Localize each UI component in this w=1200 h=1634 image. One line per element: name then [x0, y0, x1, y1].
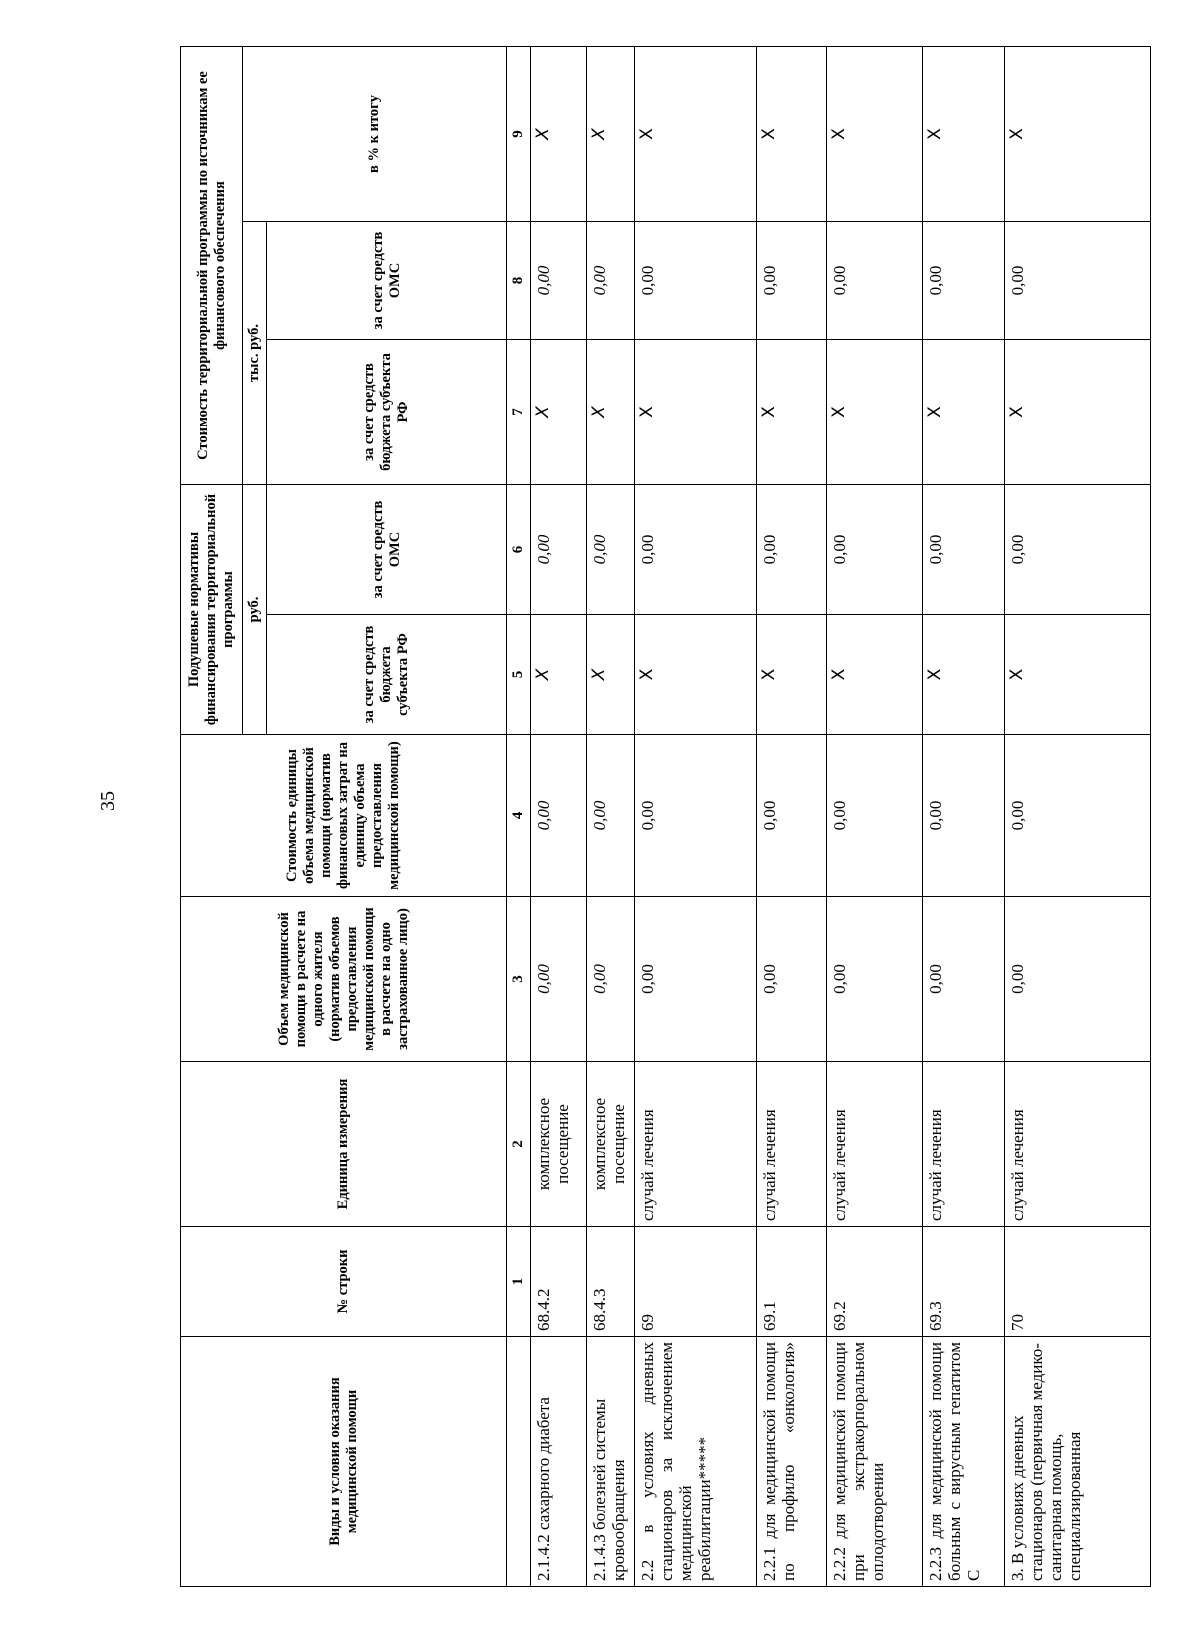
- row-unit: случай лечения: [923, 1062, 1005, 1227]
- column-number: 5: [507, 615, 531, 735]
- row-norm-budget: X: [827, 615, 923, 735]
- header-group-per-capita-norm: Подушевые нормативы финансирования территориальной программы: [181, 485, 243, 735]
- row-line-number: 69.1: [757, 1227, 827, 1337]
- row-line-number: 70: [1005, 1227, 1151, 1337]
- header-norm-oms: за счет средств ОМС: [267, 485, 507, 615]
- header-col-volume: Объем медицинской помощи в расчете на одного жителя (норматив объемов предоставления медицинской помощи в расчете на одно застрахованное лицо): [181, 897, 507, 1062]
- row-norm-budget: X: [587, 615, 635, 735]
- row-norm-oms: 0,00: [1005, 485, 1151, 615]
- row-line-number: 68.4.3: [587, 1227, 635, 1337]
- header-percent: в % к итогу: [243, 46, 507, 221]
- row-percent: X: [1005, 46, 1151, 221]
- row-cost-oms: 0,00: [587, 222, 635, 340]
- row-cost-oms: 0,00: [1005, 222, 1151, 340]
- row-unit-cost: 0,00: [827, 735, 923, 897]
- table-row: [587, 46, 635, 1586]
- row-percent: X: [531, 46, 587, 221]
- header-norm-budget: за счет средств бюджета субъекта РФ: [267, 615, 507, 735]
- row-norm-budget: X: [757, 615, 827, 735]
- row-unit-cost: 0,00: [587, 735, 635, 897]
- rotated-table-container: [180, 47, 1150, 1587]
- header-cost-unit: тыс. руб.: [243, 222, 267, 485]
- row-norm-budget: X: [635, 615, 757, 735]
- table-row: [757, 46, 827, 1586]
- row-percent: X: [923, 46, 1005, 221]
- row-norm-oms: 0,00: [635, 485, 757, 615]
- row-cost-budget: X: [1005, 340, 1151, 485]
- row-percent: X: [827, 46, 923, 221]
- row-cost-oms: 0,00: [923, 222, 1005, 340]
- header-cost-budget: за счет средств бюджета субъекта РФ: [267, 340, 507, 485]
- row-unit-cost: 0,00: [635, 735, 757, 897]
- row-cost-budget: X: [923, 340, 1005, 485]
- table-row: [531, 46, 587, 1586]
- row-unit: случай лечения: [827, 1062, 923, 1227]
- row-volume: 0,00: [923, 897, 1005, 1062]
- header-norm-unit: руб.: [243, 485, 267, 735]
- row-percent: X: [757, 46, 827, 221]
- column-number-row: [507, 46, 531, 1586]
- header-col-kinds: Виды и условия оказания медицинской помощи: [181, 1337, 507, 1587]
- row-name: 2.2 в условиях дневных стационаров за исключением медицинской реабилитации*****: [635, 1337, 757, 1587]
- row-name: 2.1.4.3 болезней системы кровообращения: [587, 1337, 635, 1587]
- row-volume: 0,00: [827, 897, 923, 1062]
- column-number: 4: [507, 735, 531, 897]
- row-norm-budget: X: [1005, 615, 1151, 735]
- row-name: 2.2.1 для медицинской помощи по профилю «онкология»: [757, 1337, 827, 1587]
- column-number-empty: [507, 1337, 531, 1587]
- table-row: [635, 46, 757, 1586]
- row-volume: 0,00: [1005, 897, 1151, 1062]
- row-volume: 0,00: [531, 897, 587, 1062]
- row-cost-oms: 0,00: [531, 222, 587, 340]
- row-cost-budget: X: [635, 340, 757, 485]
- row-name: 2.2.2 для медицинской помощи при экстракорпоральном оплодотворении: [827, 1337, 923, 1587]
- row-unit-cost: 0,00: [1005, 735, 1151, 897]
- row-volume: 0,00: [757, 897, 827, 1062]
- financing-table: [180, 46, 1151, 1587]
- row-cost-budget: X: [827, 340, 923, 485]
- row-line-number: 69: [635, 1227, 757, 1337]
- row-cost-budget: X: [757, 340, 827, 485]
- header-col-line-number: № строки: [181, 1227, 507, 1337]
- page-number: 35: [97, 791, 119, 811]
- row-cost-budget: X: [531, 340, 587, 485]
- row-unit: случай лечения: [1005, 1062, 1151, 1227]
- row-line-number: 68.4.2: [531, 1227, 587, 1337]
- column-number: 7: [507, 340, 531, 485]
- column-number: 2: [507, 1062, 531, 1227]
- column-number: 3: [507, 897, 531, 1062]
- table-row: [827, 46, 923, 1586]
- row-unit-cost: 0,00: [531, 735, 587, 897]
- row-name: 3. В условиях дневных стационаров (первичная медико-санитарная помощь, специализированная: [1005, 1337, 1151, 1587]
- row-name: 2.1.4.2 сахарного диабета: [531, 1337, 587, 1587]
- row-percent: X: [587, 46, 635, 221]
- row-norm-oms: 0,00: [757, 485, 827, 615]
- row-cost-oms: 0,00: [757, 222, 827, 340]
- row-line-number: 69.3: [923, 1227, 1005, 1337]
- row-norm-oms: 0,00: [827, 485, 923, 615]
- column-number: 1: [507, 1227, 531, 1337]
- table-row: [923, 46, 1005, 1586]
- row-line-number: 69.2: [827, 1227, 923, 1337]
- row-volume: 0,00: [587, 897, 635, 1062]
- row-norm-oms: 0,00: [923, 485, 1005, 615]
- row-cost-oms: 0,00: [827, 222, 923, 340]
- row-unit-cost: 0,00: [923, 735, 1005, 897]
- header-col-unit-cost: Стоимость единицы объема медицинской помощи (норматив финансовых затрат на единицу объема предоставления медицинской помощи): [181, 735, 507, 897]
- row-unit-cost: 0,00: [757, 735, 827, 897]
- row-unit: комплексное посещение: [587, 1062, 635, 1227]
- row-norm-budget: X: [531, 615, 587, 735]
- column-number: 6: [507, 485, 531, 615]
- row-norm-budget: X: [923, 615, 1005, 735]
- row-cost-budget: X: [587, 340, 635, 485]
- row-unit: комплексное посещение: [531, 1062, 587, 1227]
- row-norm-oms: 0,00: [531, 485, 587, 615]
- row-unit: случай лечения: [635, 1062, 757, 1227]
- row-percent: X: [635, 46, 757, 221]
- header-cost-oms: за счет средств ОМС: [267, 222, 507, 340]
- header-col-unit: Единица измерения: [181, 1062, 507, 1227]
- column-number: 8: [507, 222, 531, 340]
- row-unit: случай лечения: [757, 1062, 827, 1227]
- column-number: 9: [507, 46, 531, 221]
- row-volume: 0,00: [635, 897, 757, 1062]
- row-norm-oms: 0,00: [587, 485, 635, 615]
- table-row: [1005, 46, 1151, 1586]
- header-group-program-cost: Стоимость территориальной программы по источникам ее финансового обеспечения: [181, 46, 243, 484]
- row-name: 2.2.3 для медицинской помощи больным с вирусным гепатитом С: [923, 1337, 1005, 1587]
- row-cost-oms: 0,00: [635, 222, 757, 340]
